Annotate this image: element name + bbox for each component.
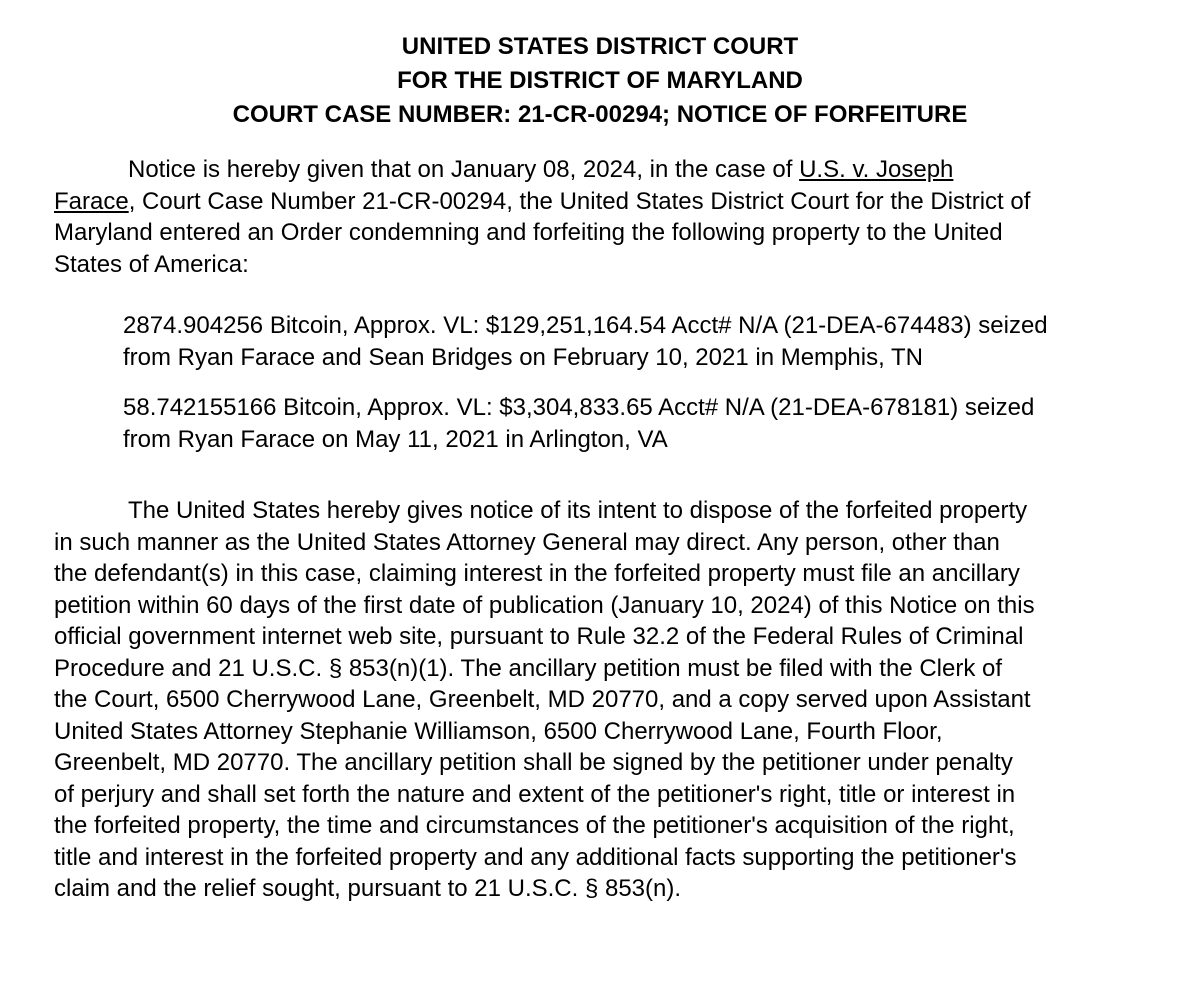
case-number-title: COURT CASE NUMBER: 21-CR-00294; NOTICE OF FORFEITURE: [232, 101, 968, 128]
case-name: U.S. v. Joseph Farace: [54, 156, 954, 215]
intro-suffix: , Court Case Number 21-CR-00294, the United States District Court for the District of Maryland entered an Order condemning and forfeiting the following property to the United States of America:: [54, 187, 1031, 278]
property-item: 58.742155166 Bitcoin, Approx. VL: $3,304,833.65 Acct# N/A (21-DEA-678181) seized from Ryan Farace on May 11, 2021 in Arlington, VA: [123, 394, 1035, 453]
document-header: [0, 30, 1200, 132]
disposal-text: The United States hereby gives notice of its intent to dispose of the forfeited property in such manner as the United States Attorney General may direct. Any person, other than the defendant(s) in this case, claiming interest in the forfeited property must file an ancillary petition within 60 days of the first date of publication (January 10, 2024) of this Notice on this official government internet web site, pursuant to Rule 32.2 of the Federal Rules of Criminal Procedure and 21 U.S.C. § 853(n)(1). The ancillary petition must be filed with the Clerk of the Court, 6500 Cherrywood Lane, Greenbelt, MD 20770, and a copy served upon Assistant United States Attorney Stephanie Williamson, 6500 Cherrywood Lane, Fourth Floor, Greenbelt, MD 20770. The ancillary petition shall be signed by the petitioner under penalty of perjury and shall set forth the nature and extent of the petitioner's right, title or interest in the forfeited property, the time and circumstances of the petitioner's acquisition of the right, title and interest in the forfeited property and any additional facts supporting the petitioner's claim and the relief sought, pursuant to 21 U.S.C. § 853(n).: [54, 497, 1035, 902]
intro-prefix: Notice is hereby given that on January 08, 2024, in the case of: [128, 156, 800, 183]
property-item: 2874.904256 Bitcoin, Approx. VL: $129,251,164.54 Acct# N/A (21-DEA-674483) seized from Ryan Farace and Sean Bridges on February 10, 2021 in Memphis, TN: [123, 312, 1048, 371]
court-title: UNITED STATES DISTRICT COURT: [401, 33, 799, 60]
intro-paragraph: [0, 154, 1092, 280]
property-list: [0, 310, 1200, 455]
district-title: FOR THE DISTRICT OF MARYLAND: [397, 67, 803, 94]
disposal-paragraph: [0, 495, 1092, 905]
